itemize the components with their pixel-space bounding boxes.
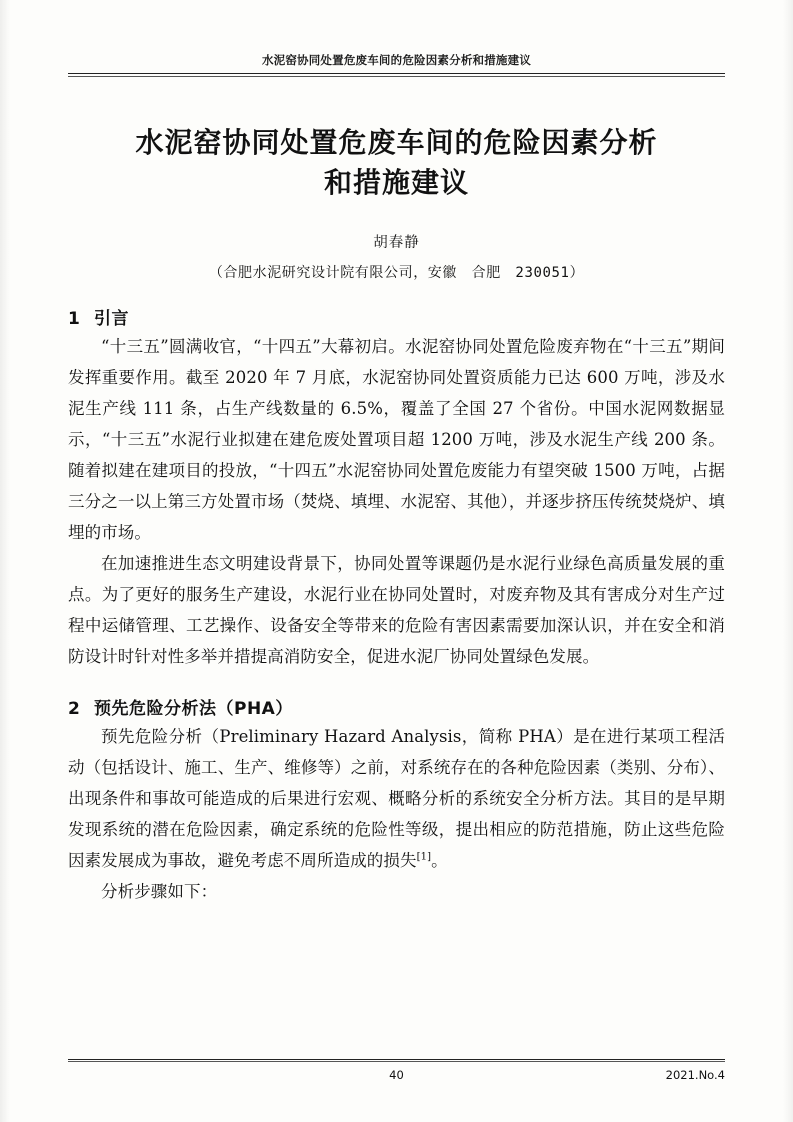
page-content <box>68 52 725 907</box>
page-footer <box>68 1059 725 1087</box>
header-rule-secondary <box>68 76 725 77</box>
author-affiliation: （合肥水泥研究设计院有限公司，安徽 合肥 230051） <box>208 264 585 281</box>
citation-marker: [1] <box>416 851 432 863</box>
section-heading-1 <box>68 304 725 329</box>
title-line-1: 水泥窑协同处置危废车间的危险因素分析 <box>135 126 658 159</box>
footer-rule-primary <box>68 1059 725 1060</box>
section-1-paragraph-2: 在加速推进生态文明建设背景下，协同处置等课题仍是水泥行业绿色高质量发展的重点。为了更好的服务生产建设，水泥行业在协同处置时，对废弃物及其有害成分对生产过程中运储管理、工艺操作、设备安全等带来的危险有害因素需要加深认识，并在安全和消防设计时针对性多举并措提高消防安全，促进水泥厂协同处置绿色发展。 <box>68 553 725 666</box>
section-title-2: 预先危险分析法（PHA） <box>94 698 293 719</box>
footer-rule-secondary <box>68 1061 725 1062</box>
page-edge-shadow-right <box>783 0 793 1122</box>
issue-label: 2021.No.4 <box>665 1068 725 1082</box>
section-2-paragraph-2: 分析步骤如下： <box>101 881 218 901</box>
page-number: 40 <box>389 1068 404 1082</box>
footer-row <box>68 1068 725 1086</box>
page-title <box>68 123 725 203</box>
section-2-paragraph-1-tail: 。 <box>431 850 448 870</box>
title-line-2: 和措施建议 <box>323 165 469 199</box>
section-heading-2 <box>68 694 725 719</box>
author-name: 胡春静 <box>373 234 420 251</box>
section-1-paragraph-1: “十三五”圆满收官，“十四五”大幕初启。水泥窑协同处置危险废弃物在“十三五”期间发挥重要作用。截至 2020 年 7 月底，水泥窑协同处置资质能力已达 600 万吨，涉及水泥生产线 111 条，占生产线数量的 6.5%，覆盖了全国 27 个省份。中国水泥网数据显示，“十三五”水泥行业拟建在建危废处置项目超 1200 万吨，涉及水泥生产线 200 条。随着拟建在建项目的投放，“十四五”水泥窑协同处置危废能力有望突破 1500 万吨，占据三分之一以上第三方处置市场（焚烧、填埋、水泥窑、其他），并逐步挤压传统焚烧炉、填埋的市场。 <box>68 336 725 542</box>
section-2-paragraph-1-text: 预先危险分析（Preliminary Hazard Analysis，简称 PHA）是在进行某项工程活动（包括设计、施工、生产、维修等）之前，对系统存在的各种危险因素（类别、分布）、出现条件和事故可能造成的后果进行宏观、概略分析的系统安全分析方法。其目的是早期发现系统的潜在危险因素，确定系统的危险性等级，提出相应的防范措施，防止这些危险因素发展成为事故，避免考虑不周所造成的损失 <box>68 726 725 870</box>
section-number-2: 2 <box>68 698 81 719</box>
running-header: 水泥窑协同处置危废车间的危险因素分析和措施建议 <box>261 53 532 67</box>
page-edge-shadow-left <box>0 0 10 1122</box>
section-number-1: 1 <box>68 308 81 329</box>
section-title-1: 引言 <box>94 308 129 329</box>
header-rule-primary <box>68 73 725 74</box>
section-2-paragraph-1 <box>68 721 725 876</box>
